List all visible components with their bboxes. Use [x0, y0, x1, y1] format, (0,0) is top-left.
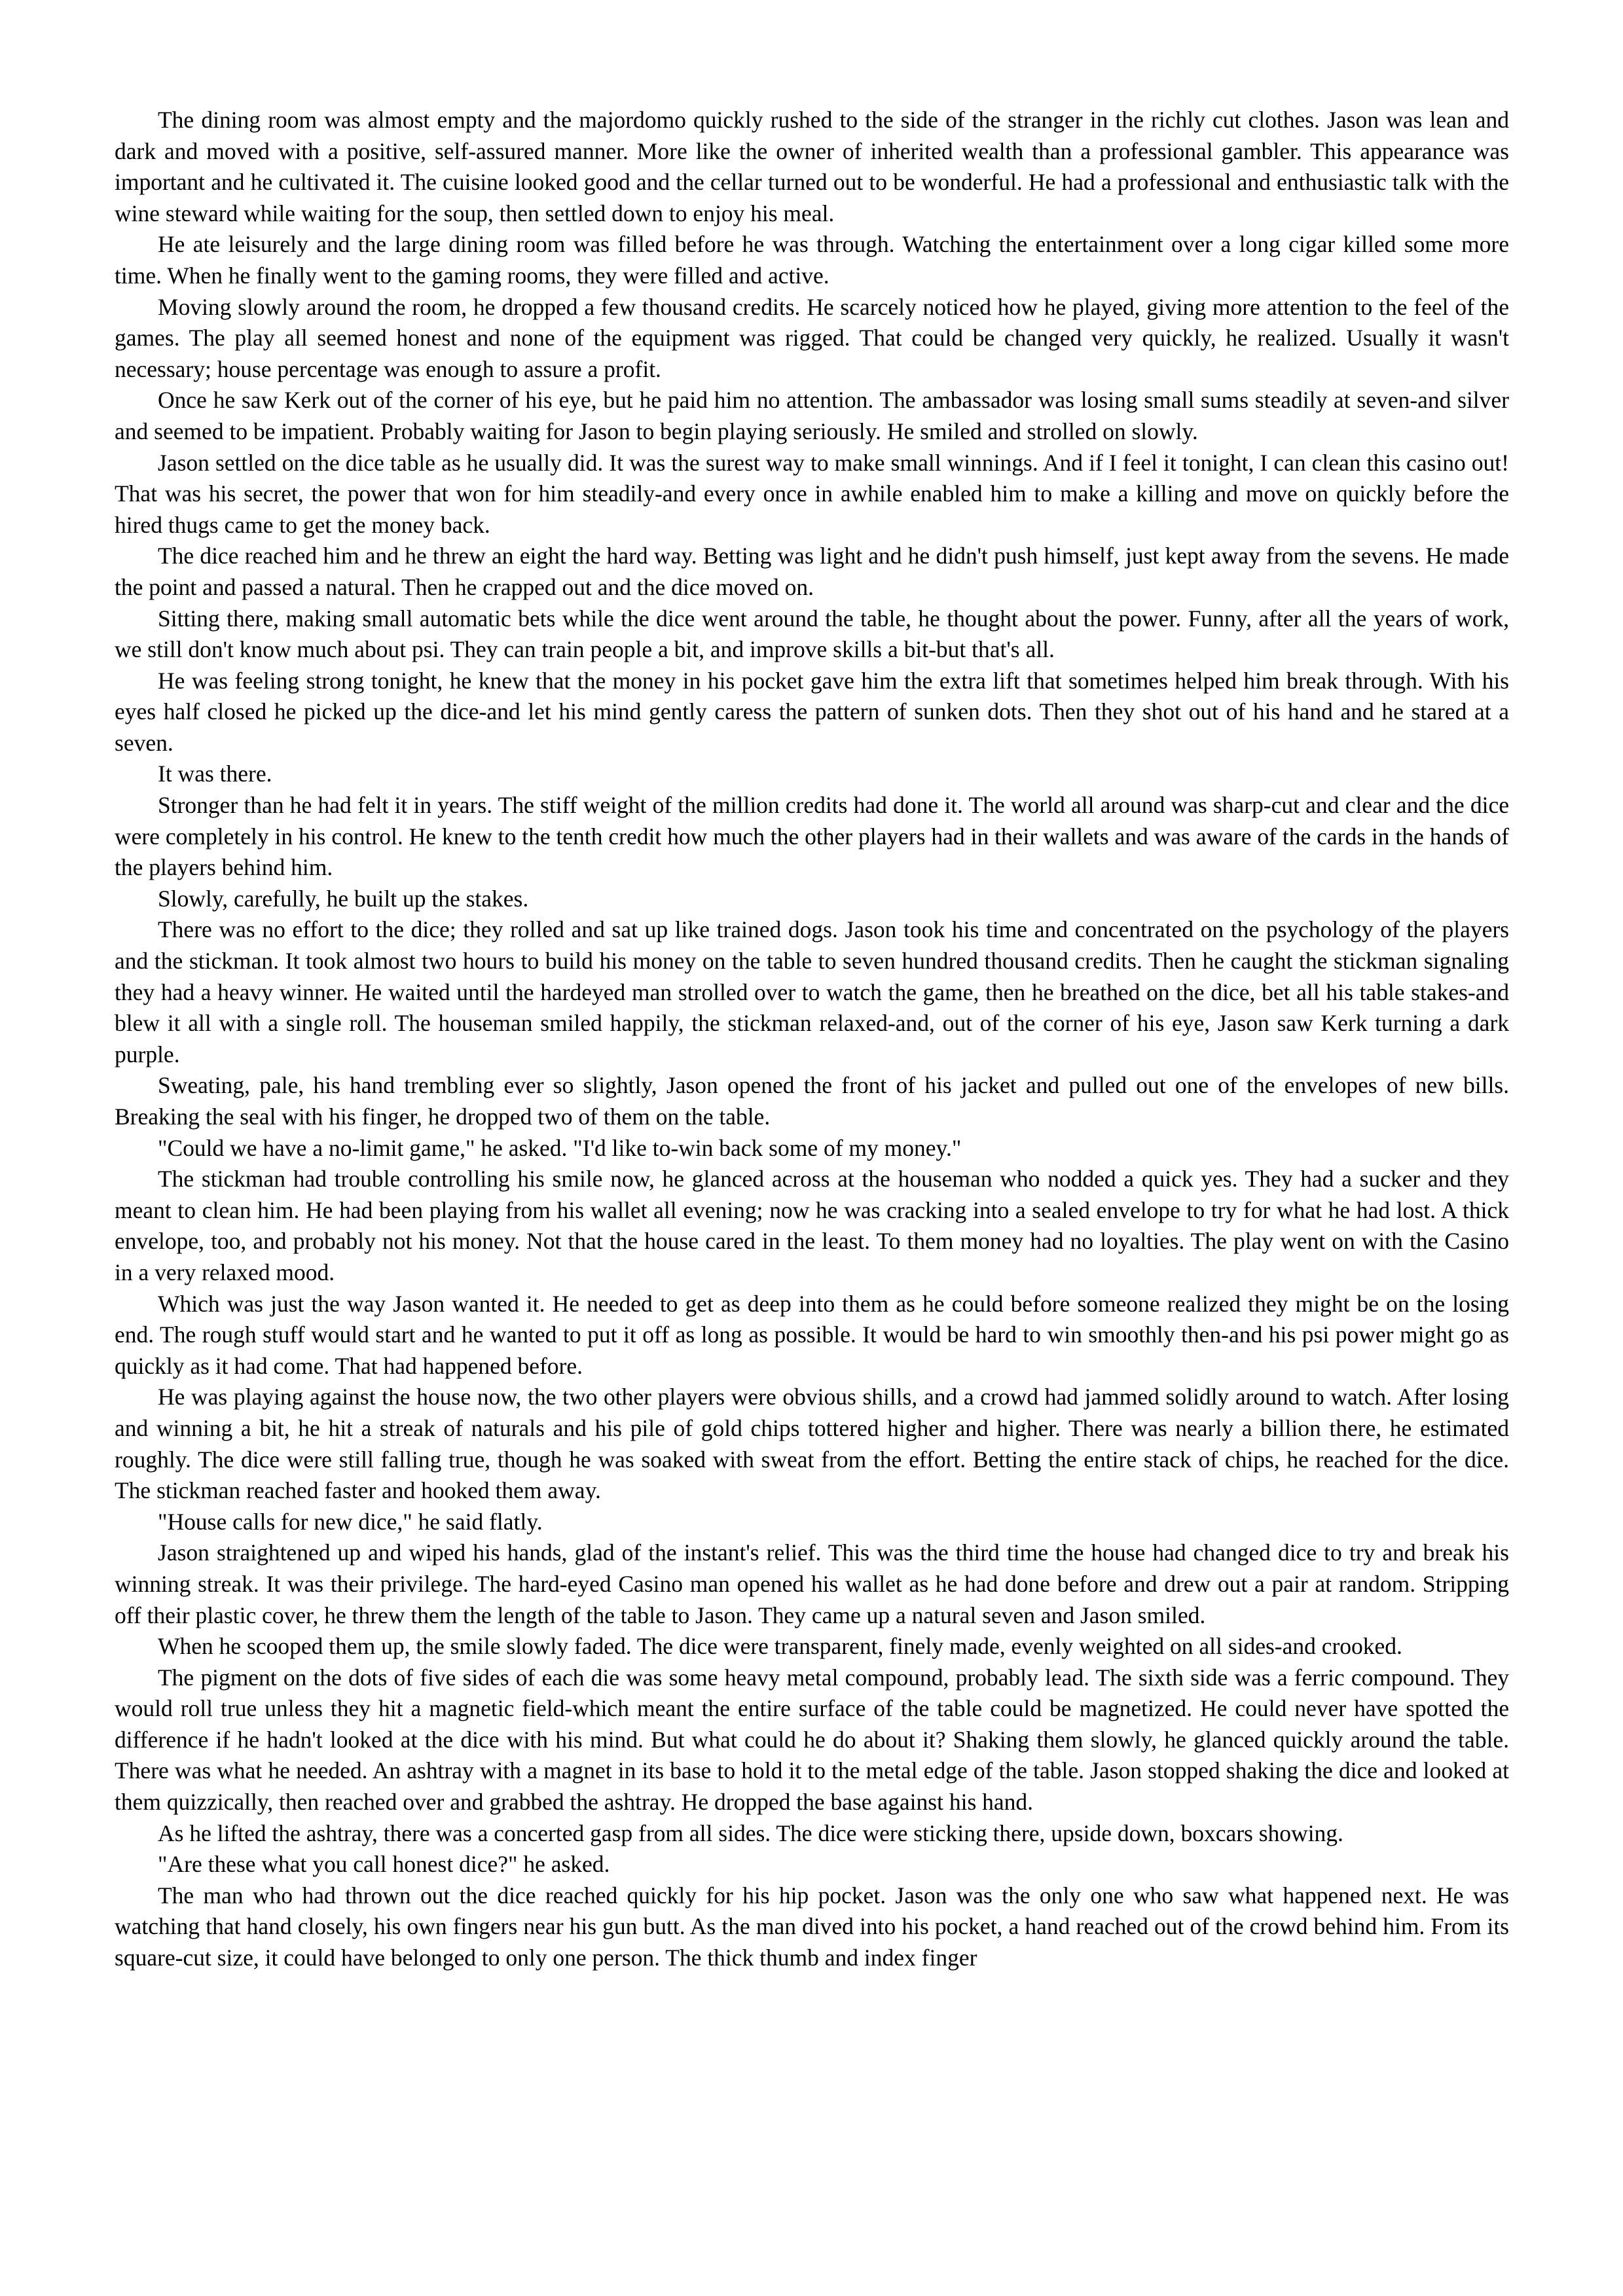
paragraph: Sitting there, making small automatic bets while the dice went around the table, he thought about the power. Funny, after all the years of work, we still don't know much about psi. They can train people a bit, and improve skills a bit-but that's all. — [115, 605, 1509, 663]
paragraph: Jason straightened up and wiped his hands, glad of the instant's relief. This was the third time the house had changed dice to try and break his winning streak. It was their privilege. The hard-eyed Casino man opened his wallet as he had done before and drew out a pair at random. Stripping off their plastic cover, he threw them the length of the table to Jason. They came up a natural seven and Jason smiled. — [115, 1539, 1509, 1628]
paragraph: Which was just the way Jason wanted it. He needed to get as deep into them as he could before someone realized they might be on the losing end. The rough stuff would start and he wanted to put it off as long as possible. It would be hard to win smoothly then-and his psi power might go as quickly as it had come. That had happened before. — [115, 1290, 1509, 1379]
paragraph: Moving slowly around the room, he dropped a few thousand credits. He scarcely noticed how he played, giving more attention to the feel of the games. The play all seemed honest and none of the equipment was rigged. That could be changed very quickly, he realized. Usually it wasn't necessary; house percentage was enough to assure a profit. — [115, 293, 1509, 382]
paragraph: "Could we have a no-limit game," he asked. "I'd like to-win back some of my money." — [158, 1134, 962, 1161]
paragraph: The stickman had trouble controlling his smile now, he glanced across at the houseman who nodded a quick yes. They had a sucker and they meant to clean him. He had been playing from his wallet all evening; now he was cracking into a sealed envelope to try for what he had lost. A thick envelope, too, and probably not his money. Not that the house cared in the least. To them money had no loyalties. The play went on with the Casino in a very relaxed mood. — [115, 1166, 1509, 1285]
paragraph: The man who had thrown out the dice reached quickly for his hip pocket. Jason was the only one who saw what happened next. He was watching that hand closely, his own fingers near his gun butt. As the man dived into his pocket, a hand reached out of the crowd behind him. From its square-cut size, it could have belonged to only one person. The thick thumb and index finger — [115, 1882, 1509, 1971]
paragraph: Sweating, pale, his hand trembling ever so slightly, Jason opened the front of his jacket and pulled out one of the envelopes of new bills. Breaking the seal with his finger, he dropped two of them on the table. — [115, 1072, 1509, 1130]
paragraph: As he lifted the ashtray, there was a concerted gasp from all sides. The dice were sticking there, upside down, boxcars showing. — [158, 1820, 1343, 1846]
paragraph: Jason settled on the dice table as he usually did. It was the surest way to make small winnings. And if I feel it tonight, I can clean this casino out! That was his secret, the power that won for him steadily-and every once in awhile enabled him to make a killing and move on quickly before the hired thugs came to get the money back. — [115, 449, 1509, 538]
paragraph: It was there. — [158, 761, 272, 787]
paragraph: The dice reached him and he threw an eight the hard way. Betting was light and he didn't push himself, just kept away from the sevens. He made the point and passed a natural. Then he crapped out and the dice moved on. — [115, 543, 1509, 600]
paragraph: When he scooped them up, the smile slowly faded. The dice were transparent, finely made, evenly weighted on all sides-and crooked. — [158, 1633, 1402, 1660]
paragraph: He was playing against the house now, the two other players were obvious shills, and a crowd had jammed solidly around to watch. After losing and winning a bit, he hit a streak of naturals and his pile of gold chips tottered higher and higher. There was nearly a billion there, he estimated roughly. The dice were still falling true, though he was soaked with sweat from the effort. Betting the entire stack of chips, he reached for the dice. The stickman reached faster and hooked them away. — [115, 1384, 1509, 1504]
paragraph: Stronger than he had felt it in years. The stiff weight of the million credits had done it. The world all around was sharp-cut and clear and the dice were completely in his control. He knew to the tenth credit how much the other players had in their wallets and was aware of the cards in the hands of the players behind him. — [115, 792, 1509, 881]
page-body — [115, 105, 1509, 1974]
paragraph: "Are these what you call honest dice?" he asked. — [158, 1851, 610, 1878]
paragraph: He was feeling strong tonight, he knew that the money in his pocket gave him the extra lift that sometimes helped him break through. With his eyes half closed he picked up the dice-and let his mind gently caress the pattern of sunken dots. Then they shot out of his hand and he stared at a seven. — [115, 667, 1509, 756]
paragraph: Slowly, carefully, he built up the stakes. — [158, 885, 529, 912]
paragraph: He ate leisurely and the large dining room was filled before he was through. Watching the entertainment over a long cigar killed some more time. When he finally went to the gaming rooms, they were filled and active. — [115, 231, 1509, 289]
paragraph: "House calls for new dice," he said flatly. — [158, 1508, 543, 1535]
paragraph: Once he saw Kerk out of the corner of his eye, but he paid him no attention. The ambassador was losing small sums steadily at seven-and silver and seemed to be impatient. Probably waiting for Jason to begin playing seriously. He smiled and strolled on slowly. — [115, 387, 1509, 444]
paragraph: The pigment on the dots of five sides of each die was some heavy metal compound, probably lead. The sixth side was a ferric compound. They would roll true unless they hit a magnetic field-which meant the entire surface of the table could be magnetized. He could never have spotted the difference if he hadn't looked at the dice with his mind. But what could he do about it? Shaking them slowly, he glanced quickly around the table. There was what he needed. An ashtray with a magnet in its base to hold it to the metal edge of the table. Jason stopped shaking the dice and looked at them quizzically, then reached over and grabbed the ashtray. He dropped the base against his hand. — [115, 1664, 1509, 1816]
paragraph: The dining room was almost empty and the majordomo quickly rushed to the side of the stranger in the richly cut clothes. Jason was lean and dark and moved with a positive, self-assured manner. More like the owner of inherited wealth than a professional gambler. This appearance was important and he cultivated it. The cuisine looked good and the cellar turned out to be wonderful. He had a professional and enthusiastic talk with the wine steward while waiting for the soup, then settled down to enjoy his meal. — [115, 107, 1509, 226]
paragraph: There was no effort to the dice; they rolled and sat up like trained dogs. Jason took his time and concentrated on the psychology of the players and the stickman. It took almost two hours to build his money on the table to seven hundred thousand credits. Then he caught the stickman signaling they had a heavy winner. He waited until the hardeyed man strolled over to watch the game, then he breathed on the dice, bet all his table stakes-and blew it all with a single roll. The houseman smiled happily, the stickman relaxed-and, out of the corner of his eye, Jason saw Kerk turning a dark purple. — [115, 916, 1509, 1067]
